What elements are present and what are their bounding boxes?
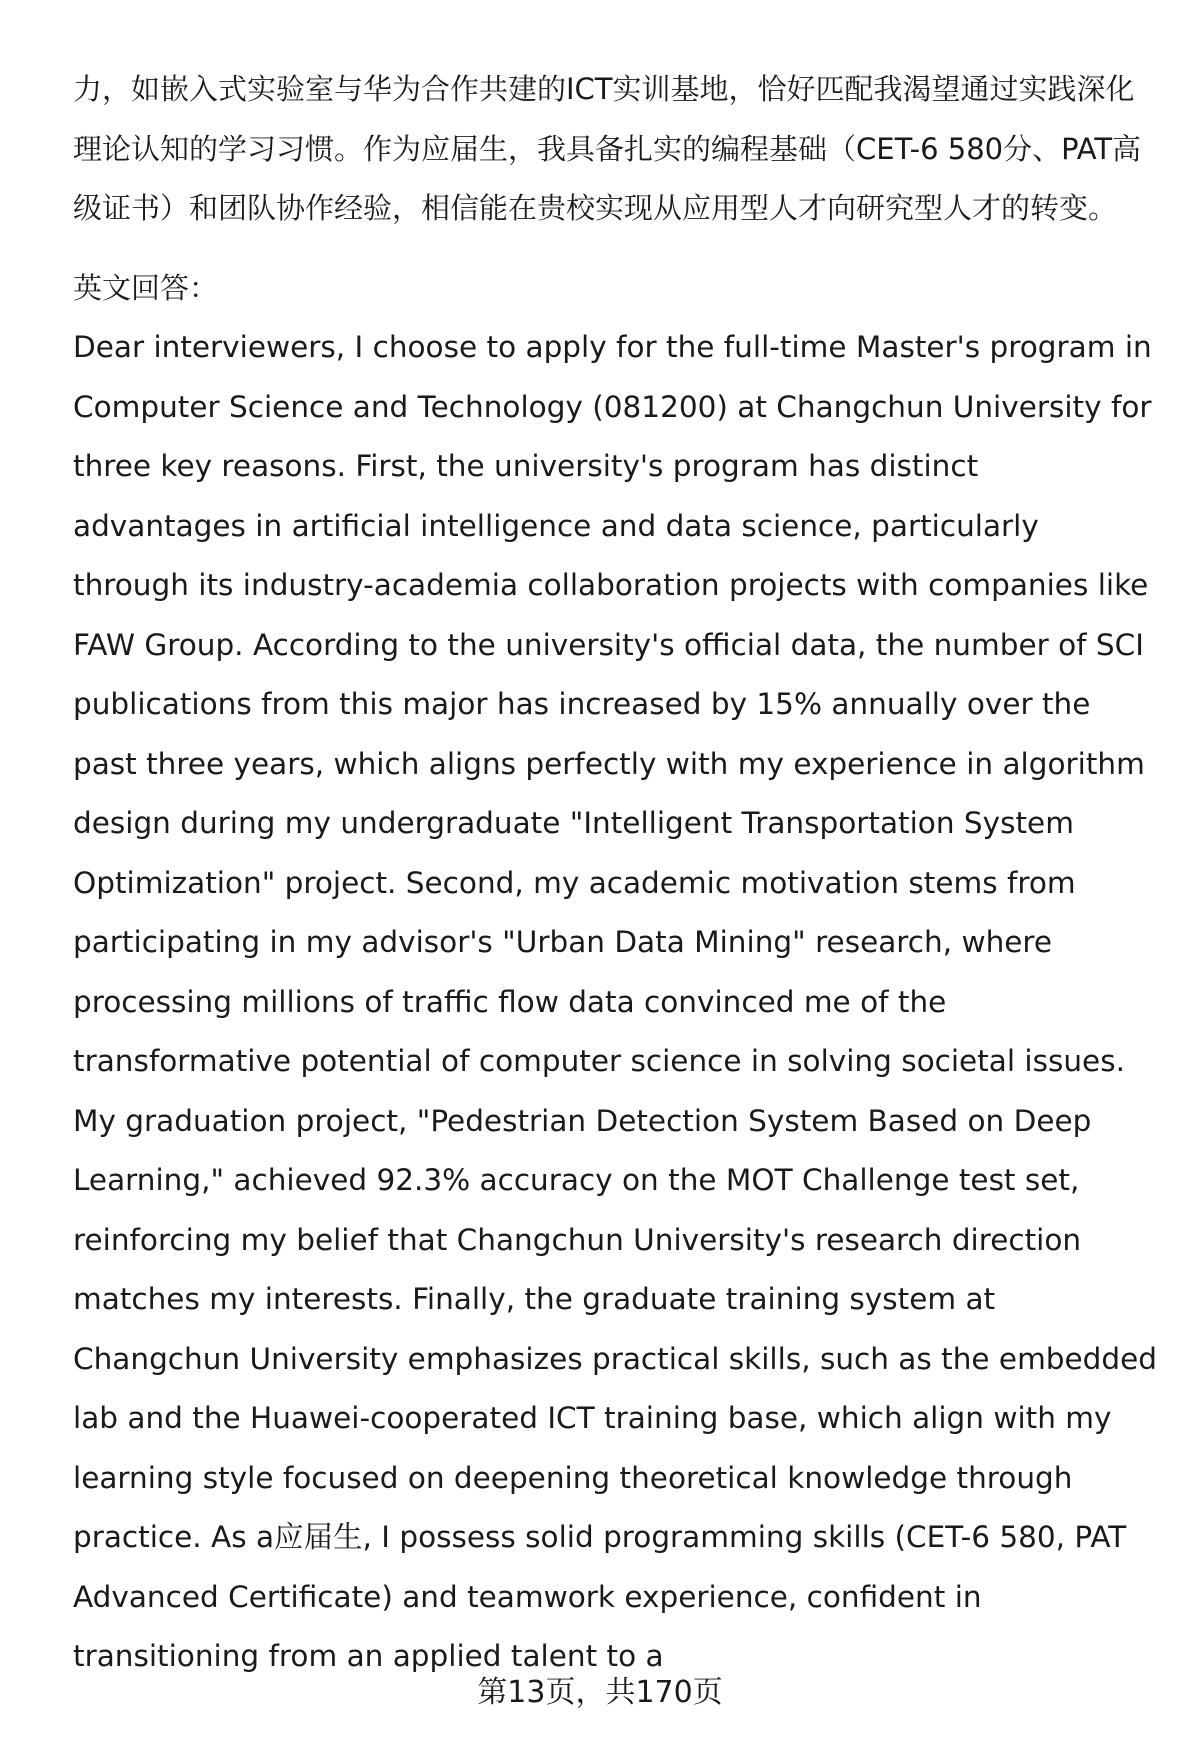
page-number-footer: 第13页，共170页 [477,1675,723,1710]
document-body [73,60,1158,1687]
english-answer-heading: 英文回答： [73,270,219,305]
chinese-answer-paragraph: 力，如嵌入式实验室与华为合作共建的ICT实训基地，恰好匹配我渴望通过实践深化理论认知的学习习惯。作为应届生，我具备扎实的编程基础（CET-6 580分、PAT高级证书）和团队协作经验，相信能在贵校实现从应用型人才向研究型人才的转变。 [73,72,1142,225]
english-answer-paragraph: Dear interviewers, I choose to apply for the full-time Master's program in Computer Science and Technology (081200) at Changchun University for three key reasons. First, the university's program has distinct advantages in artificial intelligence and data science, particularly through its industry-academia collaboration projects with companies like FAW Group. According to the university's official data, the number of SCI publications from this major has increased by 15% annually over the past three years, which aligns perfectly with my experience in algorithm design during my undergraduate "Intelligent Transportation System Optimization" project. Second, my academic motivation stems from participating in my advisor's "Urban Data Mining" research, where processing millions of traffic flow data convinced me of the transformative potential of computer science in solving societal issues. My graduation project, "Pedestrian Detection System Based on Deep Learning," achieved 92.3% accuracy on the MOT Challenge test set, reinforcing my belief that Changchun University's research direction matches my interests. Finally, the graduate training system at Changchun University emphasizes practical skills, such as the embedded lab and the Huawei-cooperated ICT training base, which align with my learning style focused on deepening theoretical knowledge through practice. As a应届生, I possess solid programming skills (CET-6 580, PAT Advanced Certificate) and teamwork experience, confident in transitioning from an applied talent to a [73,330,1158,1673]
